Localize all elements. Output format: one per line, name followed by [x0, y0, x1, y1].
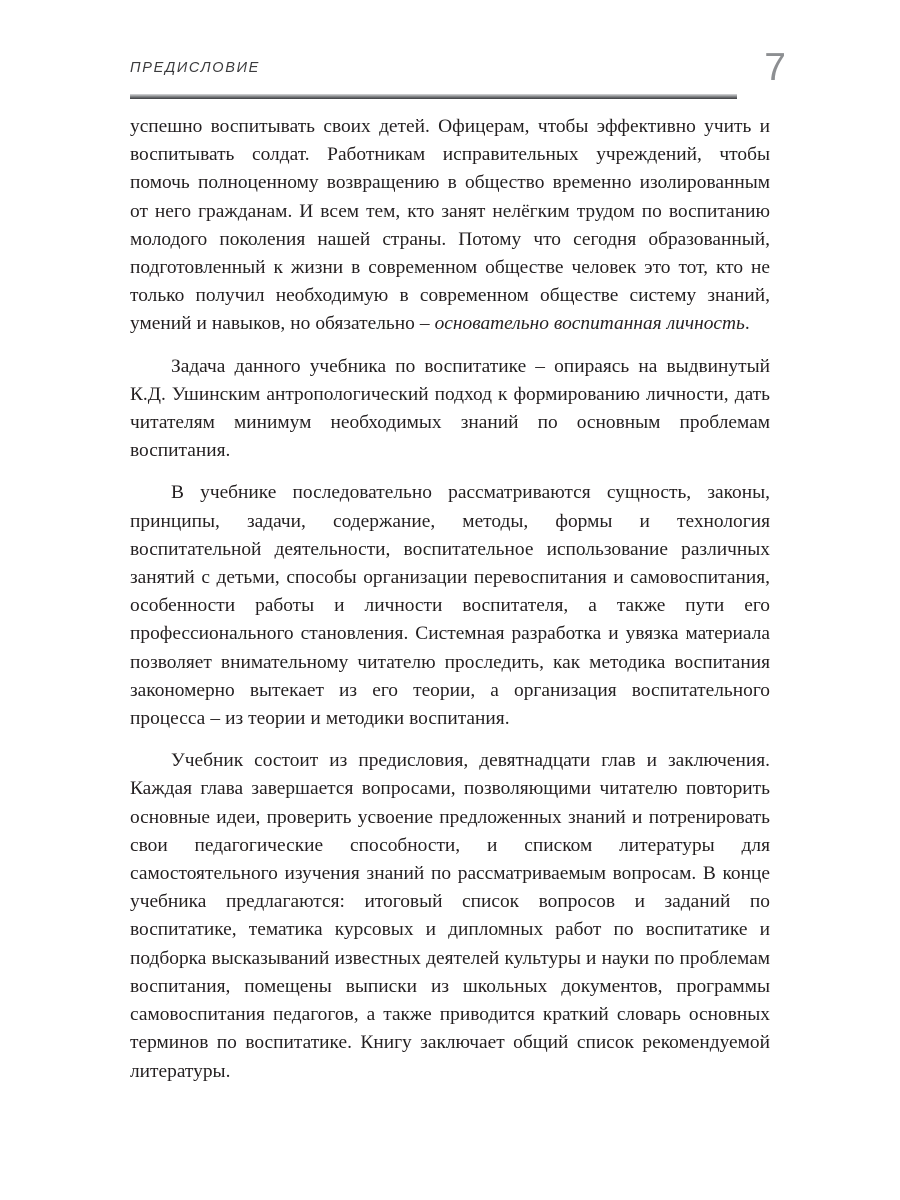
emphasis-run: основательно воспитанная личность: [434, 313, 745, 335]
text-run: Учебник состоит из предисловия, девятнадцати глав и заключения. Каждая глава завершается вопросами, позволяющими читателю повторить основные идеи, проверить усвоение предложенных знаний и потренировать свои педагогические способности, и списком литературы для самостоятельного изучения знаний по рассматриваемым вопросам. В конце учебника предлагаются: итоговый список вопросов и заданий по воспитатике, тематика курсовых и дипломных работ по воспитатике и подборка высказываний известных деятелей культуры и науки по проблемам воспитания, помещены выписки из школьных документов, программы самовоспитания педагогов, а также приводится краткий словарь основных терминов по воспитатике. Книгу заключает общий список рекомендуемой литературы.: [130, 750, 770, 1082]
paragraph: [130, 353, 770, 466]
text-run: Задача данного учебника по воспитатике – опираясь на выдвинутый К.Д. Ушинским антропологический подход к формированию личности, дать читателям минимум необходимых знаний по основным проблемам воспитания.: [130, 355, 770, 462]
text-run: .: [744, 313, 750, 335]
page-number: 7: [764, 46, 786, 89]
paragraph: [130, 747, 770, 1085]
paragraph: [130, 479, 770, 733]
text-run: успешно воспитывать своих детей. Офицерам, чтобы эффективно учить и воспитывать солдат. Работникам исправительных учреждений, чтобы помочь полноценному возвращению в общество временно изолированным от него гражданам. И всем тем, кто занят нелёгким трудом по воспитанию молодого поколения нашей страны. Потому что сегодня образованный, подготовленный к жизни в современном обществе человек это тот, кто не только получил необходимую в современном обществе систему знаний, умений и навыков, но обязательно –: [130, 116, 770, 335]
text-run: В учебнике последовательно рассматриваются сущность, законы, принципы, задачи, содержание, методы, формы и технология воспитательной деятельности, воспитательное использование различных занятий с детьми, способы организации перевоспитания и самовоспитания, особенности работы и личности воспитателя, а также пути его профессионального становления. Системная разработка и увязка материала позволяет внимательному читателю проследить, как методика воспитания закономерно вытекает из его теории, а организация воспитательного процесса – из теории и методики воспитания.: [130, 482, 770, 730]
running-head: [130, 46, 786, 106]
body-text-block: [130, 113, 770, 1086]
running-head-title: ПРЕДИСЛОВИЕ: [130, 60, 261, 76]
paragraph: [130, 113, 770, 339]
header-rule-divider: [130, 94, 737, 99]
